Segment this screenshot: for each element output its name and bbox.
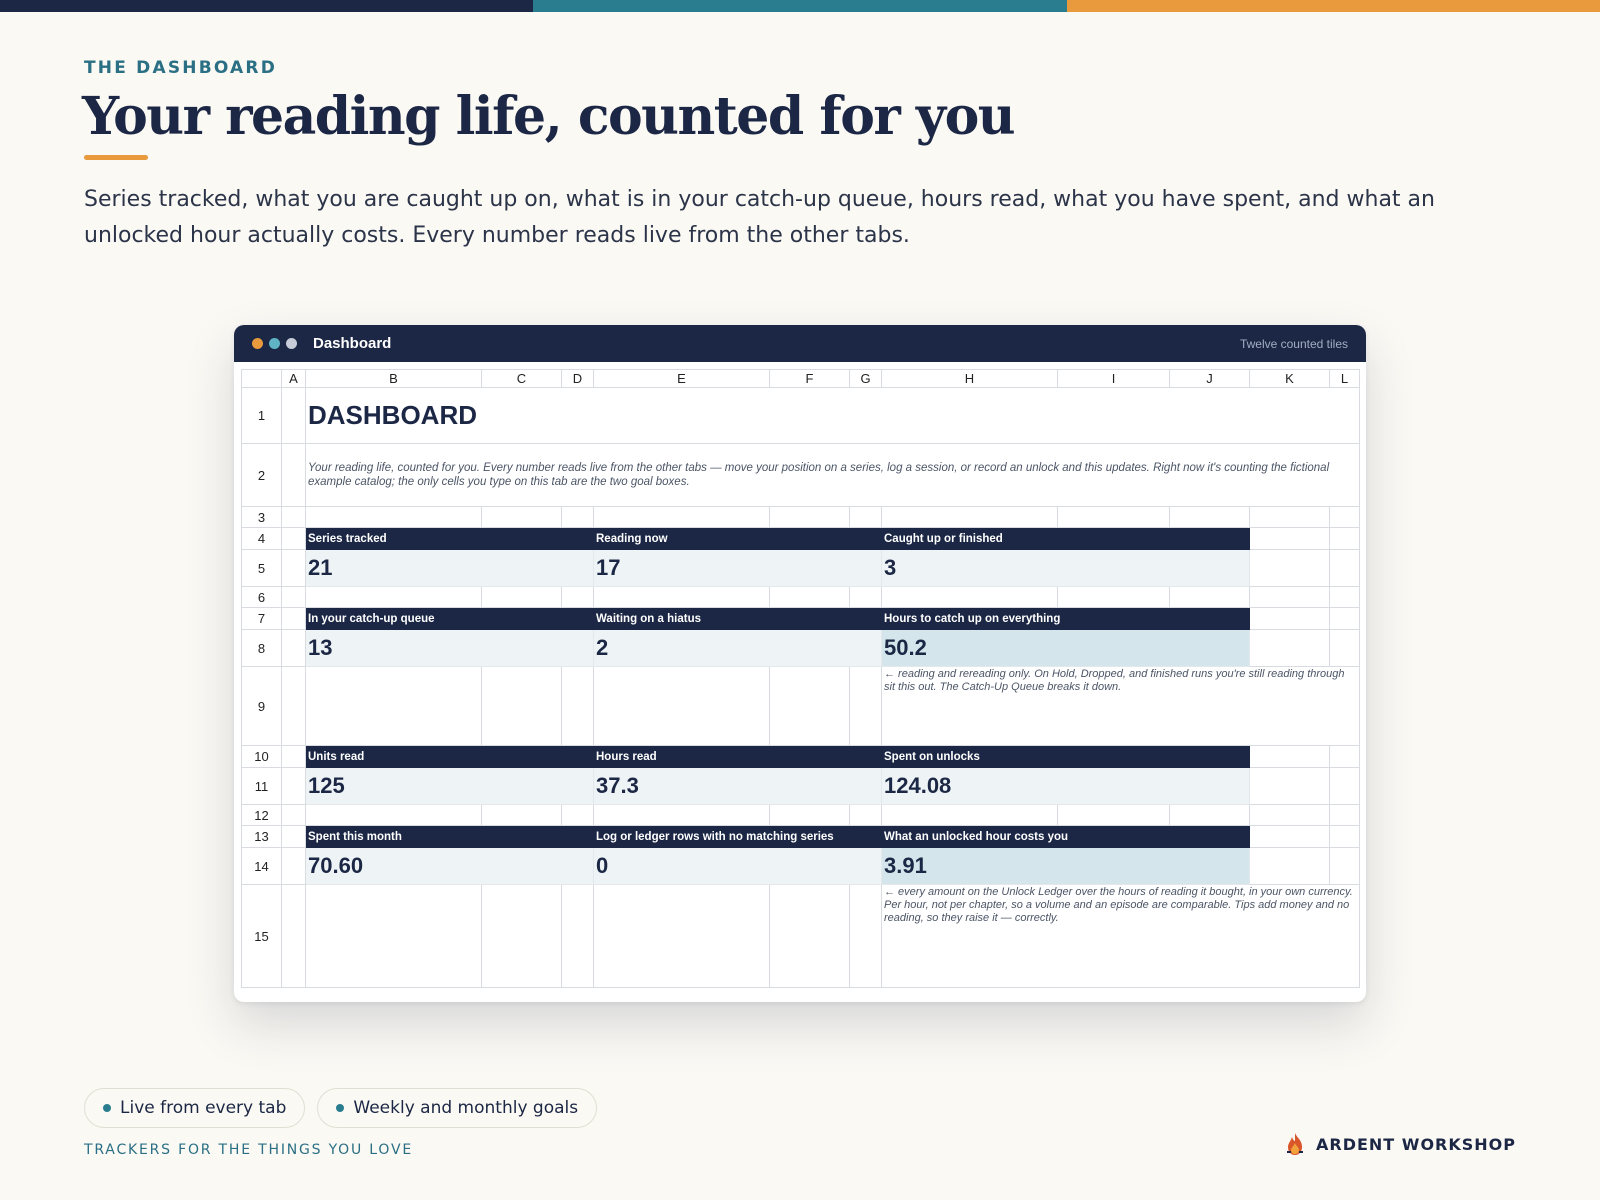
cell[interactable]	[1058, 587, 1170, 608]
flame-icon	[1284, 1132, 1306, 1156]
feature-chips	[84, 1088, 597, 1128]
cell[interactable]	[1330, 768, 1360, 805]
cell[interactable]	[482, 667, 562, 746]
row-header[interactable]: 13	[242, 826, 282, 848]
tile-value-hiatus[interactable]: 2	[594, 630, 882, 667]
window-meta: Twelve counted tiles	[1239, 336, 1348, 351]
cell[interactable]	[482, 885, 562, 988]
cell[interactable]	[770, 805, 850, 826]
cell[interactable]	[1250, 550, 1330, 587]
catch-up-note[interactable]: ← reading and rereading only. On Hold, Dropped, and finished runs you're still reading through sit this out. The Catch-Up Queue breaks it down.	[882, 667, 1360, 746]
cell[interactable]	[1330, 805, 1360, 826]
footer-tagline: TRACKERS FOR THE THINGS YOU LOVE	[84, 1142, 413, 1158]
tile-value-caught-up[interactable]: 3	[882, 550, 1250, 587]
tile-label-hiatus[interactable]: Waiting on a hiatus	[594, 608, 882, 630]
sheet-title-cell[interactable]: DASHBOARD	[306, 388, 1360, 444]
cell[interactable]	[562, 667, 594, 746]
cell[interactable]	[1330, 550, 1360, 587]
column-header[interactable]: K	[1250, 370, 1330, 388]
column-header[interactable]: A	[282, 370, 306, 388]
cell[interactable]	[850, 667, 882, 746]
row-header[interactable]: 6	[242, 587, 282, 608]
cell[interactable]	[1330, 528, 1360, 550]
column-header[interactable]: B	[306, 370, 482, 388]
spreadsheet-window	[234, 325, 1366, 1002]
column-header[interactable]: F	[770, 370, 850, 388]
tile-value-catch-up-queue[interactable]: 13	[306, 630, 594, 667]
cell[interactable]	[306, 667, 482, 746]
row-header[interactable]: 9	[242, 667, 282, 746]
cell[interactable]	[282, 550, 306, 587]
cell[interactable]	[562, 805, 594, 826]
cell[interactable]	[1250, 746, 1330, 768]
cell[interactable]	[482, 805, 562, 826]
tile-value-hours-read[interactable]: 37.3	[594, 768, 882, 805]
cell[interactable]	[850, 805, 882, 826]
cell[interactable]	[1170, 507, 1250, 528]
tile-value-spent-this-month[interactable]: 70.60	[306, 848, 594, 885]
cell[interactable]	[282, 587, 306, 608]
tile-value-reading-now[interactable]: 17	[594, 550, 882, 587]
cell[interactable]	[1330, 507, 1360, 528]
cell[interactable]	[1250, 528, 1330, 550]
column-header[interactable]: I	[1058, 370, 1170, 388]
cell[interactable]	[594, 587, 770, 608]
tile-value-unmatched-rows[interactable]: 0	[594, 848, 882, 885]
cell[interactable]	[282, 444, 306, 507]
row-header[interactable]: 12	[242, 805, 282, 826]
cell[interactable]	[1330, 826, 1360, 848]
sheet-intro-cell[interactable]: Your reading life, counted for you. Every number reads live from the other tabs — move your position on a series, log a session, or record an unlock and this updates. Right now it's counting the fictional example catalog; the only cells you type on this tab are the two goal boxes.	[306, 444, 1360, 507]
column-header[interactable]: J	[1170, 370, 1250, 388]
page-title: Your reading life, counted for you	[82, 86, 1015, 147]
row-header[interactable]: 2	[242, 444, 282, 507]
title-underline	[84, 155, 148, 160]
column-header[interactable]: L	[1330, 370, 1360, 388]
bullet-dot-icon	[336, 1104, 344, 1112]
cell[interactable]	[770, 885, 850, 988]
cell[interactable]	[770, 507, 850, 528]
cell[interactable]	[1250, 587, 1330, 608]
eyebrow-label: THE DASHBOARD	[84, 58, 278, 78]
cell[interactable]	[1330, 587, 1360, 608]
chip-weekly-monthly-goals	[317, 1088, 597, 1128]
sheet-grid	[241, 369, 1360, 988]
cell[interactable]	[282, 848, 306, 885]
window-titlebar	[234, 325, 1366, 362]
column-header[interactable]: G	[850, 370, 882, 388]
chip-label: Live from every tab	[120, 1098, 287, 1118]
tile-value-units-read[interactable]: 125	[306, 768, 594, 805]
row-header[interactable]: 8	[242, 630, 282, 667]
cell[interactable]	[1250, 507, 1330, 528]
tile-label-unmatched-rows[interactable]: Log or ledger rows with no matching series	[594, 826, 882, 848]
window-dot-orange[interactable]	[252, 338, 263, 349]
cell[interactable]	[882, 587, 1058, 608]
cell[interactable]	[562, 885, 594, 988]
row-header[interactable]: 3	[242, 507, 282, 528]
cell[interactable]	[282, 826, 306, 848]
grid-corner[interactable]	[242, 370, 282, 388]
tile-value-spent-on-unlocks[interactable]: 124.08	[882, 768, 1250, 805]
cell[interactable]	[562, 507, 594, 528]
cell[interactable]	[1170, 805, 1250, 826]
cell[interactable]	[306, 805, 482, 826]
cell[interactable]	[282, 528, 306, 550]
cell[interactable]	[1250, 805, 1330, 826]
cell[interactable]	[306, 587, 482, 608]
cell[interactable]	[1170, 587, 1250, 608]
tile-label-hours-to-catch-up[interactable]: Hours to catch up on everything	[882, 608, 1250, 630]
window-dot-grey[interactable]	[286, 338, 297, 349]
cell[interactable]	[882, 507, 1058, 528]
tile-label-catch-up-queue[interactable]: In your catch-up queue	[306, 608, 594, 630]
tile-value-series-tracked[interactable]: 21	[306, 550, 594, 587]
cell[interactable]	[770, 587, 850, 608]
cell[interactable]	[306, 507, 482, 528]
cell[interactable]	[850, 507, 882, 528]
cell[interactable]	[282, 608, 306, 630]
tile-label-caught-up[interactable]: Caught up or finished	[882, 528, 1250, 550]
tile-label-units-read[interactable]: Units read	[306, 746, 594, 768]
chip-label: Weekly and monthly goals	[353, 1098, 579, 1118]
cell[interactable]	[1330, 848, 1360, 885]
cell[interactable]	[1330, 608, 1360, 630]
tile-label-reading-now[interactable]: Reading now	[594, 528, 882, 550]
cell[interactable]	[562, 587, 594, 608]
brand-logo	[1284, 1132, 1516, 1156]
cell[interactable]	[282, 667, 306, 746]
tile-label-unlocked-hour-cost[interactable]: What an unlocked hour costs you	[882, 826, 1250, 848]
cell[interactable]	[1250, 608, 1330, 630]
cell[interactable]	[594, 885, 770, 988]
cell[interactable]	[850, 885, 882, 988]
cell[interactable]	[1330, 630, 1360, 667]
window-dot-teal[interactable]	[269, 338, 280, 349]
cell[interactable]	[1250, 848, 1330, 885]
row-header[interactable]: 11	[242, 768, 282, 805]
column-header[interactable]: D	[562, 370, 594, 388]
cell[interactable]	[282, 746, 306, 768]
row-header[interactable]: 1	[242, 388, 282, 444]
cell[interactable]	[1250, 768, 1330, 805]
tile-label-spent-this-month[interactable]: Spent this month	[306, 826, 594, 848]
accent-orange	[1067, 0, 1600, 12]
bullet-dot-icon	[103, 1104, 111, 1112]
cell[interactable]	[282, 805, 306, 826]
cell[interactable]	[882, 805, 1058, 826]
cell[interactable]	[594, 667, 770, 746]
tile-label-spent-on-unlocks[interactable]: Spent on unlocks	[882, 746, 1250, 768]
cell[interactable]	[594, 805, 770, 826]
top-accent-bar	[0, 0, 1600, 12]
cell[interactable]	[770, 667, 850, 746]
accent-teal	[533, 0, 1066, 12]
cell[interactable]	[482, 587, 562, 608]
cell[interactable]	[306, 885, 482, 988]
row-header[interactable]: 10	[242, 746, 282, 768]
cell[interactable]	[282, 507, 306, 528]
column-header[interactable]: C	[482, 370, 562, 388]
cell[interactable]	[482, 507, 562, 528]
row-header[interactable]: 15	[242, 885, 282, 988]
cell[interactable]	[282, 388, 306, 444]
page-lede: Series tracked, what you are caught up on, what is in your catch-up queue, hours read, what you have spent, and what an unlocked hour actually costs. Every number reads live from the other tabs.	[84, 187, 1435, 248]
row-header[interactable]: 5	[242, 550, 282, 587]
row-header[interactable]: 14	[242, 848, 282, 885]
cell[interactable]	[282, 885, 306, 988]
row-header[interactable]: 7	[242, 608, 282, 630]
unlocked-hour-note[interactable]: ← every amount on the Unlock Ledger over the hours of reading it bought, in your own currency. Per hour, not per chapter, so a volume and an episode are comparable. Tips add money and no reading, so they raise it — correctly.	[882, 885, 1360, 988]
cell[interactable]	[1058, 805, 1170, 826]
cell[interactable]	[1058, 507, 1170, 528]
tile-label-series-tracked[interactable]: Series tracked	[306, 528, 594, 550]
cell[interactable]	[850, 587, 882, 608]
tile-value-hours-to-catch-up[interactable]: 50.2	[882, 630, 1250, 667]
column-header[interactable]: H	[882, 370, 1058, 388]
cell[interactable]	[1250, 630, 1330, 667]
cell[interactable]	[594, 507, 770, 528]
column-header[interactable]: E	[594, 370, 770, 388]
row-header[interactable]: 4	[242, 528, 282, 550]
cell[interactable]	[282, 630, 306, 667]
window-title: Dashboard	[313, 335, 392, 352]
chip-live-from-every-tab	[84, 1088, 305, 1128]
cell[interactable]	[1250, 826, 1330, 848]
brand-name: ARDENT WORKSHOP	[1316, 1134, 1516, 1154]
cell[interactable]	[1330, 746, 1360, 768]
cell[interactable]	[282, 768, 306, 805]
tile-value-unlocked-hour-cost[interactable]: 3.91	[882, 848, 1250, 885]
tile-label-hours-read[interactable]: Hours read	[594, 746, 882, 768]
accent-navy	[0, 0, 533, 12]
